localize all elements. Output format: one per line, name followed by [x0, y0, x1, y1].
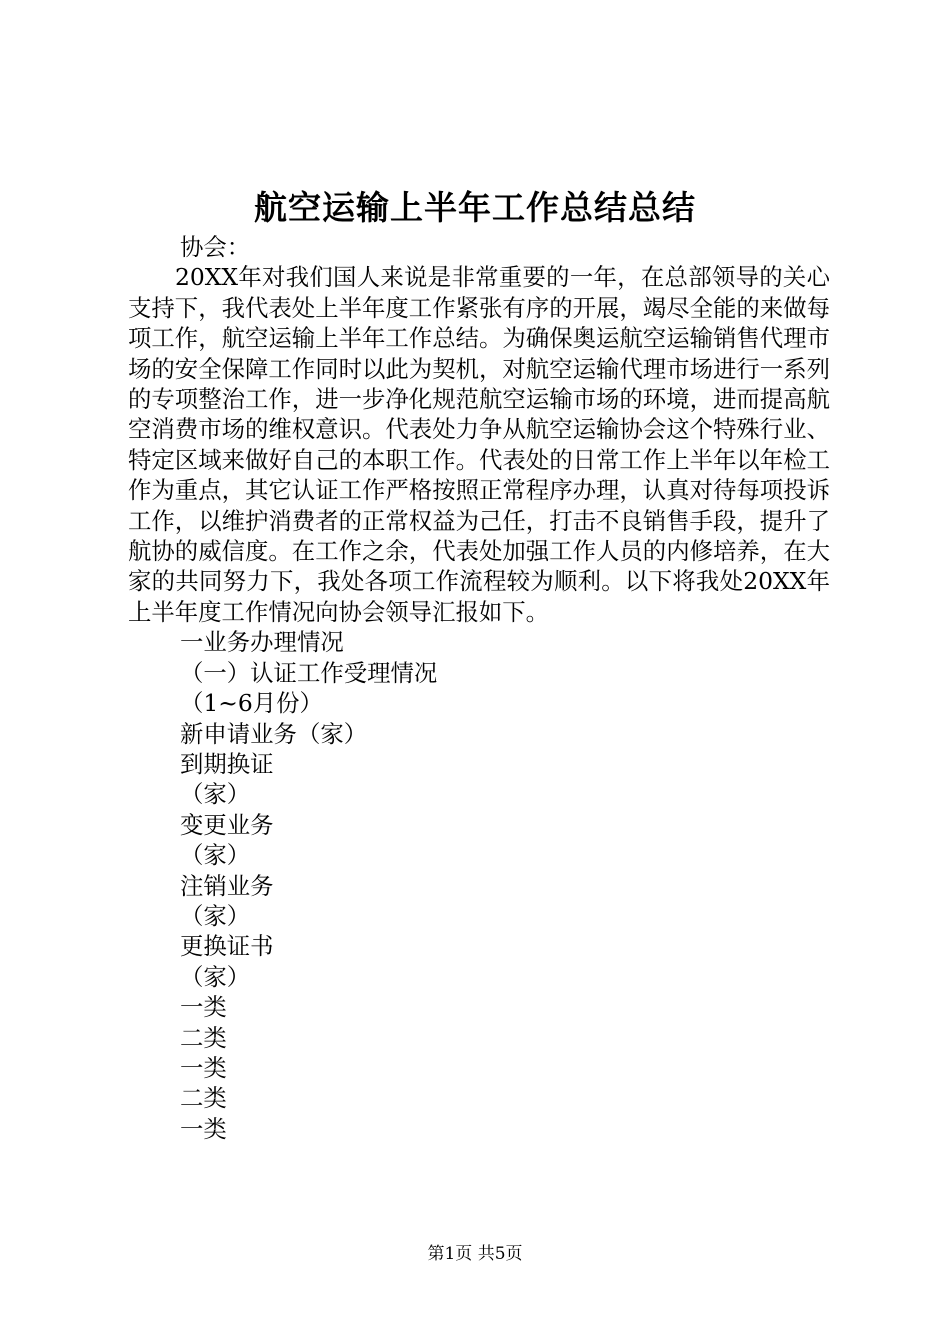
- text-line: （家）: [180, 901, 251, 930]
- text-line: 新申请业务（家）: [180, 719, 368, 748]
- text-line: 一类: [180, 993, 227, 1022]
- text-line: （家）: [180, 841, 251, 870]
- text-line: 一类: [180, 1053, 227, 1082]
- text-line: 二类: [180, 1023, 227, 1052]
- document-body: [128, 232, 830, 1144]
- text-line: 变更业务: [180, 810, 274, 839]
- subsection-heading: （一）认证工作受理情况: [180, 658, 438, 687]
- text-line: （1~6月份）: [180, 689, 323, 718]
- text-line: 更换证书: [180, 932, 274, 961]
- salutation: 协会：: [180, 233, 251, 261]
- text-line: 到期换证: [180, 749, 274, 778]
- text-line: 注销业务: [180, 871, 274, 900]
- text-line: （家）: [180, 962, 251, 991]
- text-line: （家）: [180, 780, 251, 809]
- document-title: 航空运输上半年工作总结总结: [254, 188, 696, 227]
- section-heading: 一业务办理情况: [180, 628, 344, 657]
- text-line: 一类: [180, 1114, 227, 1143]
- text-lines: [128, 627, 830, 1144]
- page-footer: 第1页 共5页: [427, 1244, 523, 1264]
- text-line: 二类: [180, 1084, 227, 1113]
- intro-paragraph: 20XX年对我们国人来说是非常重要的一年，在总部领导的关心支持下，我代表处上半年度工作紧张有序的开展，竭尽全能的来做每项工作，航空运输上半年工作总结。为确保奥运航空运输销售代理市场的安全保障工作同时以此为契机，对航空运输代理市场进行一系列的专项整治工作，进一步净化规范航空运输市场的环境，进而提高航空消费市场的维权意识。代表处力争从航空运输协会这个特殊行业、特定区域来做好自己的本职工作。代表处的日常工作上半年以年检工作为重点，其它认证工作严格按照正常程序办理，认真对待每项投诉工作，以维护消费者的正常权益为己任，打击不良销售手段，提升了航协的威信度。在工作之余，代表处加强工作人员的内修培养，在大家的共同努力下，我处各项工作流程较为顺利。以下将我处20XX年上半年度工作情况向协会领导汇报如下。: [128, 263, 830, 626]
